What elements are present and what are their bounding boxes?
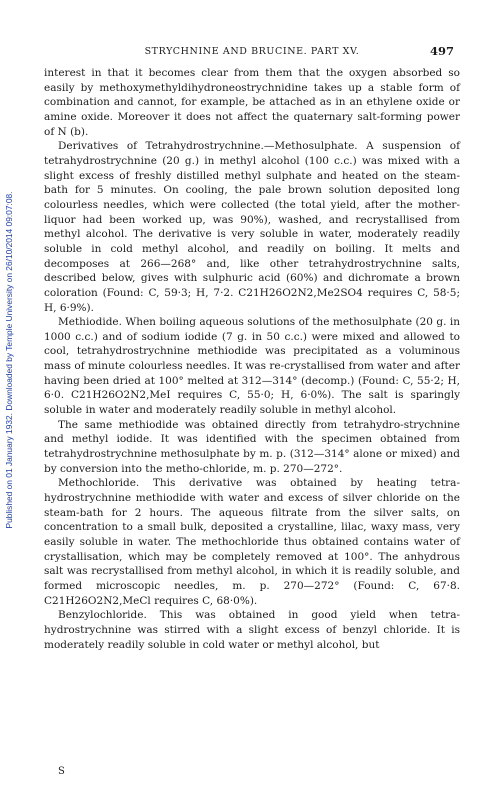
paragraph-same-methiodide: The same methiodide was obtained directly from tetrahydro-strychnine and methyl iodide. It was identified with the specimen obtained from tetrahydrostrychnine methosulphate by m. p. (312—314° alone or mixed) and by conversion into the metho-chloride, m. p. 270—272°. (44, 418, 460, 475)
article-body (44, 66, 460, 652)
paragraph-benzylochloride: Benzylochloride. This was obtained in good yield when tetra-hydrostrychnine was stirred with a slight excess of benzyl chloride. It is moderately readily soluble in cold water or methyl alcohol, but (44, 609, 460, 651)
paragraph-methosulphate: Derivatives of Tetrahydrostrychnine.—Methosulphate. A suspension of tetrahydrostrychnine (20 g.) in methyl alcohol (100 c.c.) was mixed with a slight excess of freshly distilled methyl sulphate and heated on the steam-bath for 5 minutes. On cooling, the pale brown solution deposited long colourless needles, which were collected (the total yield, after the mother-liquor had been worked up, was 90%), washed, and recrystallised from methyl alcohol. The derivative is very soluble in water, moderately readily soluble in cold methyl alcohol, and readily on boiling. It melts and decomposes at 266—268° and, like other tetrahydrostrychnine salts, described below, gives with sulphuric acid (60%) and dichromate a brown coloration (Found: C, 59·3; H, 7·2. C21H26O2N2,Me2SO4 requires C, 58·5; H, 6·9%). (44, 140, 460, 314)
paragraph-methochloride: Methochloride. This derivative was obtained by heating tetra-hydrostrychnine methiodide with water and excess of silver chloride on the steam-bath for 2 hours. The aqueous filtrate from the silver salts, on concentration to a small bulk, deposited a crystalline, lilac, waxy mass, very easily soluble in water. The methochloride thus obtained contains water of crystallisation, which may be completely removed at 100°. The anhydrous salt was recrystallised from methyl alcohol, in which it is readily soluble, and formed microscopic needles, m. p. 270—272° (Found: C, 67·8. C21H26O2N2,MeCl requires C, 68·0%). (44, 477, 460, 607)
download-watermark-text: Published on 01 January 1932. Downloaded by Temple University on 26/10/2014 09:07:08. (4, 191, 14, 529)
page-number: 497 (429, 44, 454, 58)
signature-mark: S (58, 766, 65, 777)
paragraph-methiodide: Methiodide. When boiling aqueous solutions of the methosulphate (20 g. in 1000 c.c.) and of sodium iodide (7 g. in 50 c.c.) were mixed and allowed to cool, tetrahydrostrychnine methiodide was precipitated as a voluminous mass of minute colourless needles. It was re-crystallised from water and after having been dried at 100° melted at 312—314° (decomp.) (Found: C, 55·2; H, 6·0. C21H26O2N2,MeI requires C, 55·0; H, 6·0%). The salt is sparingly soluble in water and moderately readily soluble in methyl alcohol. (44, 316, 460, 417)
running-title: STRYCHNINE AND BRUCINE. PART XV. (144, 46, 360, 57)
paragraph-intro: interest in that it becomes clear from them that the oxygen absorbed so easily by methoxymethyldihydroneostrychnidine takes up a stable form of combination and cannot, for example, be attached as in an ethylene oxide or amine oxide. Moreover it does not affect the quaternary salt-forming power of N (b). (44, 67, 460, 138)
download-watermark (2, 90, 16, 630)
running-head (44, 46, 460, 60)
